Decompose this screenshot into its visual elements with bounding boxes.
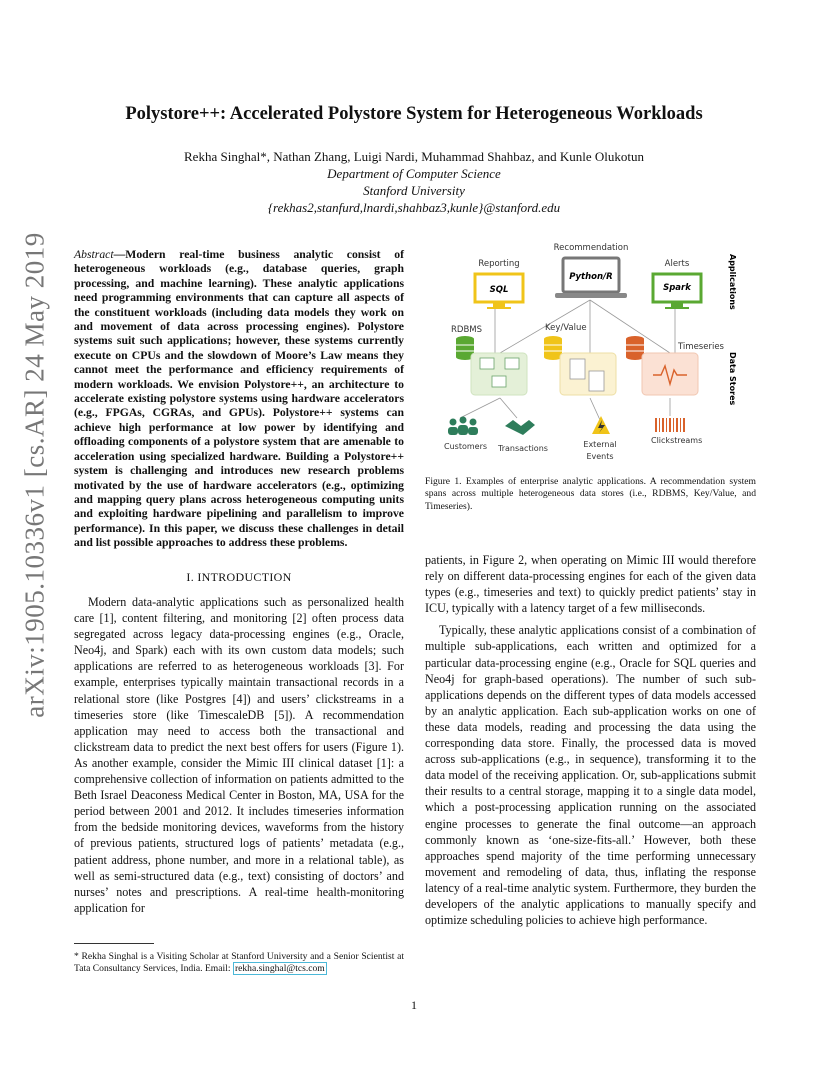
figure-caption: Figure 1. Examples of enterprise analytic applications. A recommendation system spans across multiple heterogeneous data stores (i.e., RDBMS, Key/Value, and Timeseries). <box>425 476 756 512</box>
fig-label-events: Events <box>586 452 614 461</box>
abstract-label: Abstract <box>74 248 114 261</box>
fig-label-external: External <box>583 440 617 449</box>
footnote <box>74 951 404 976</box>
department: Department of Computer Science <box>327 166 501 181</box>
fig-label-spark: Spark <box>663 283 691 293</box>
paper-title: Polystore++: Accelerated Polystore System for Heterogeneous Workloads <box>125 104 703 124</box>
fig-label-python-r: Python/R <box>569 272 613 282</box>
lightning-icon <box>592 416 610 434</box>
right-column <box>425 552 756 928</box>
author-emails: {rekhas2,stanfurd,lnardi,shahbaz3,kunle}@stanford.edu <box>267 200 561 215</box>
intro-column <box>74 594 404 916</box>
figure-1 <box>425 238 756 463</box>
fig-label-reporting: Reporting <box>478 259 520 269</box>
timeseries-store-panel <box>642 353 698 395</box>
database-icon-timeseries <box>626 336 644 360</box>
page-number: 1 <box>411 998 417 1012</box>
author-list: Rekha Singhal*, Nathan Zhang, Luigi Nardi, Muhammad Shahbaz, and Kunle Olukotun <box>184 149 644 164</box>
fig-label-sql: SQL <box>489 285 509 295</box>
abstract-text: —Modern real-time business analytic consist of heterogeneous workloads (e.g., database queries, graph processing, and machine learning). These analytic applications need programming environments that can capture all aspects of the constituent workloads (including data models they work on and movement of data across processing engines). Polystore systems suit such applications; however, these systems currently execute on CPUs and the slowdown of Moore’s Law means they cannot meet the performance and efficiency requirements of modern workloads. We envision Polystore++, an architecture to accelerate existing polystore systems using hardware accelerators (e.g., FPGAs, CGRAs, and GPUs). Polystore++ systems can achieve high performance at low power by identifying and offloading components of a polystore system that are amenable to acceleration using specialized hardware. Building a Polystore++ system is challenging and introduces new research problems motivated by the use of hardware accelerators (e.g., optimizing and mapping query plans across heterogeneous computing units and exploiting hardware pipelining and parallelism to improve performance). In this paper, we discuss these challenges in detail and list possible approaches to address these problems. <box>74 248 404 550</box>
footnote-rule <box>74 943 154 944</box>
handshake-icon <box>505 420 535 435</box>
abstract <box>74 248 404 551</box>
fig-label-timeseries: Timeseries <box>678 342 724 352</box>
fig-label-clickstreams: Clickstreams <box>651 436 703 445</box>
fig-label-applications: Applications <box>728 254 737 310</box>
fig-label-rdbms: RDBMS <box>451 325 483 335</box>
fig-label-customers: Customers <box>444 442 488 451</box>
key-value-store-panel <box>560 353 616 395</box>
customers-icon <box>448 417 478 436</box>
right-paragraph-2: Typically, these analytic applications consist of a combination of multiple sub-applications, each written and optimized for a particular data-processing engine (e.g., Oracle for SQL queries and Neo4j for graph-based operations). The number of such sub-applications depends on the different types of data models accessed by an analytic application. Each sub-application works on one of these data models, reading and processing the data using the corresponding data store. Finally, the processed data is moved across sub-applications (e.g., in sequence), transforming it to the data model of the receiving application. Or, sub-applications submit their results to a central storage, mapping it to a single data model, which a post-processing application running on the associated engine processes to generate the final outcome—an approach commonly known as ‘one-size-fits-all.’ However, both these approaches spend majority of the time performing unnecessary movement and remodeling of data, thus, inflating the response latency of a real-time analytic system. Furthermore, they burden the developers of the analytic applications to manually specify and optimize scheduling policies to achieve high performance. <box>425 623 756 928</box>
section-heading: I. INTRODUCTION <box>186 570 292 584</box>
fig-label-transactions: Transactions <box>498 444 548 453</box>
database-icon-key-value <box>544 336 562 360</box>
fig-label-alerts: Alerts <box>664 259 690 269</box>
fig-label-recommendation: Recommendation <box>553 243 629 253</box>
footnote-email-link[interactable]: rekha.singhal@tcs.com <box>234 963 325 975</box>
footnote-text: * Rekha Singhal is a Visiting Scholar at Stanford University and a Senior Scientist at Tata Consultancy Services, India. Email: <box>74 951 404 975</box>
barcode-icon <box>655 418 685 432</box>
intro-paragraph: Modern data-analytic applications such as personalized health care [1], content filtering, and monitoring [2] often process data segregated across legacy data-processing engines (e.g., Oracle, Neo4j, and Spark) each with its own custom data models; such applications are referred to as heterogeneous workloads [3]. For example, enterprises typically maintain transactional records in a relational store (like Postgres [4]) and users’ clickstreams in a timeseries store (like TimescaleDB [5]). A recommendation application may need to access both the transactional and clickstream data to predict the next best offers for users (Figure 1). As another example, consider the Mimic III clinical dataset [1]: a comprehensive collection of information on patients admitted to the Beth Israel Deaconess Medical Center in Boston, MA, USA for the period between 2001 and 2012. It includes timeseries information from the bedside monitoring devices, waveforms from the history of previous patients, structured logs of patients’ metadata (e.g., patient address, phone number, and more in a relational table), as well as semi-structured data (e.g., text) consisting of doctors’ and nurses’ notes and prescriptions. A real-time health-monitoring application for <box>74 595 404 915</box>
university: Stanford University <box>363 183 465 198</box>
author-block <box>0 148 828 216</box>
fig-label-data-stores: Data Stores <box>728 352 737 406</box>
arxiv-identifier-text: arXiv:1905.10336v1 [cs.AR] 24 May 2019 <box>19 232 50 718</box>
right-paragraph-1: patients, in Figure 2, when operating on Mimic III would therefore rely on different data-processing engines for each of the given data types (e.g., timeseries and text) to quickly predict patients’ stay in ICU, typically with a latency target of a few milliseconds. <box>425 553 756 616</box>
fig-label-key-value: Key/Value <box>545 323 587 333</box>
arxiv-identifier <box>10 232 60 718</box>
